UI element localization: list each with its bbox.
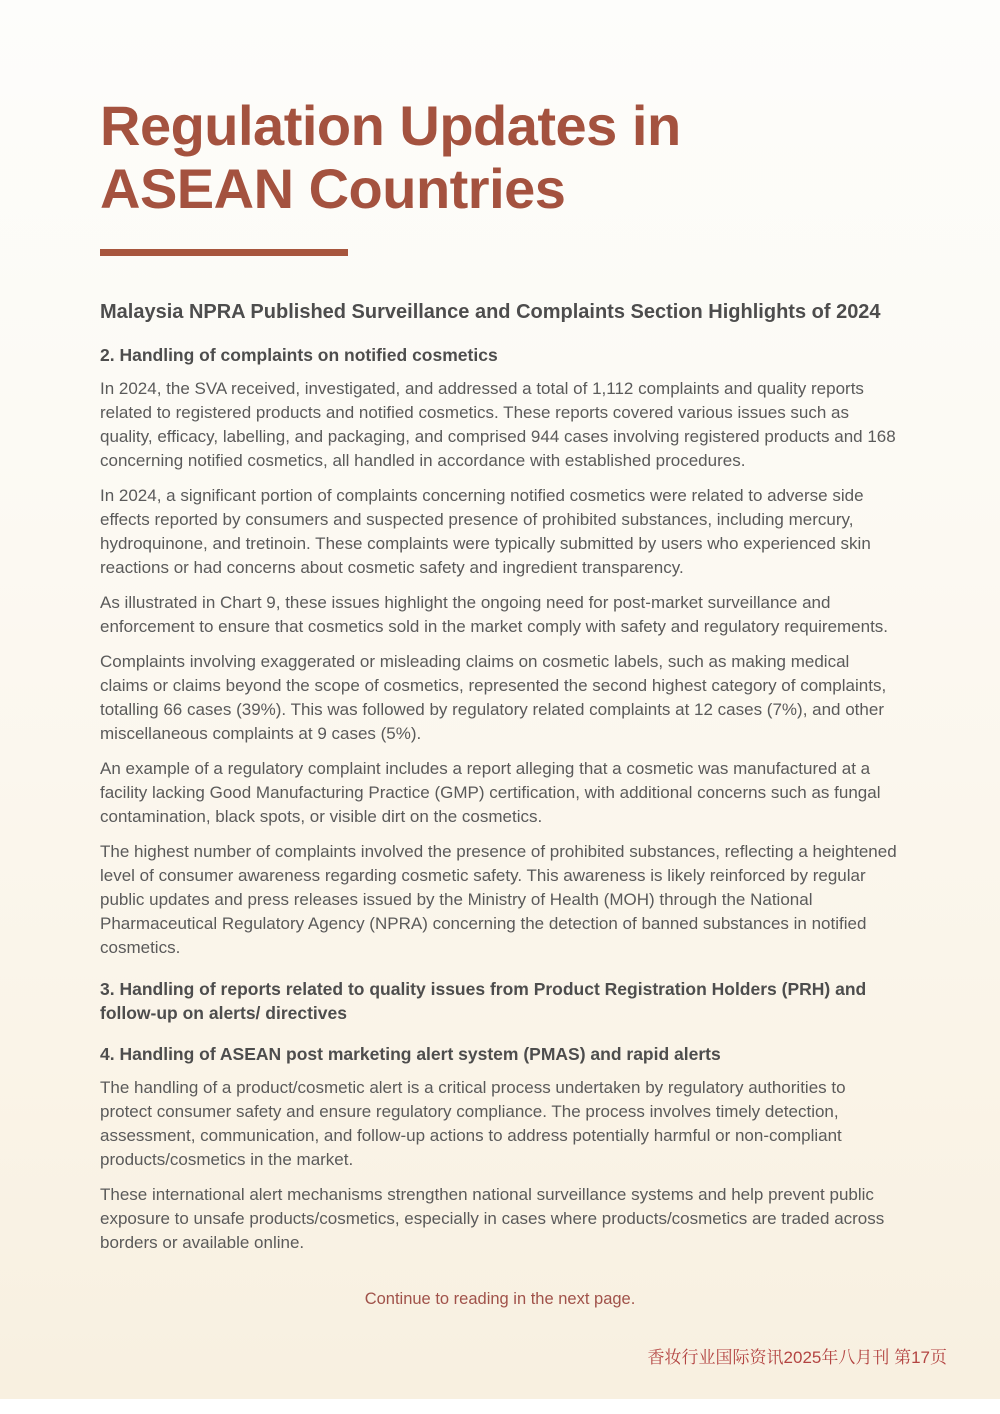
paragraph-international-alert-mechanisms: These international alert mechanisms strengthen national surveillance systems and help prevent public exposure to unsafe products/cosmetics, especially in cases where products/cosmetics are traded across borders or available online.: [100, 1185, 885, 1252]
subheading-prh-quality-reports: 3. Handling of reports related to quality issues from Product Registration Holders (PRH) and follow-up on alerts/ directives: [100, 979, 867, 1023]
continue-reading-note: Continue to reading in the next page.: [364, 1290, 636, 1308]
page-title: [100, 94, 900, 220]
paragraph-adverse-effects: In 2024, a significant portion of complaints concerning notified cosmetics were related to adverse side effects reported by consumers and suspected presence of prohibited substances, including mercury, hydroquinone, and tretinoin. These complaints were typically submitted by users who experienced skin reactions or had concerns about cosmetic safety and ingredient transparency.: [100, 486, 871, 577]
paragraph-regulatory-complaint-example: An example of a regulatory complaint includes a report alleging that a cosmetic was manufactured at a facility lacking Good Manufacturing Practice (GMP) certification, with additional concerns such as fungal contamination, black spots, or visible dirt on the cosmetics.: [100, 759, 881, 826]
subheading-complaints-notified-cosmetics: 2. Handling of complaints on notified cosmetics: [100, 345, 498, 365]
page-title-line-2: ASEAN Countries: [100, 157, 566, 220]
paragraph-misleading-claims: Complaints involving exaggerated or misleading claims on cosmetic labels, such as making medical claims or claims beyond the scope of cosmetics, represented the second highest category of complaints, totalling 66 cases (39%). This was followed by regulatory related complaints at 12 cases (7%), and other miscellaneous complaints at 9 cases (5%).: [100, 652, 887, 743]
paragraph-prohibited-substances-awareness: The highest number of complaints involved the presence of prohibited substances, reflecting a heightened level of consumer awareness regarding cosmetic safety. This awareness is likely reinforced by regular public updates and press releases issued by the Ministry of Health (MOH) through the National Pharmaceutical Regulatory Agency (NPRA) concerning the detection of banned substances in notified cosmetics.: [100, 842, 897, 957]
paragraph-chart9-surveillance: As illustrated in Chart 9, these issues highlight the ongoing need for post-market surveillance and enforcement to ensure that cosmetics sold in the market comply with safety and regulatory requirements.: [100, 593, 889, 636]
paragraph-sva-total-complaints: In 2024, the SVA received, investigated, and addressed a total of 1,112 complaints and quality reports related to registered products and notified cosmetics. These reports covered various issues such as quality, efficacy, labelling, and packaging, and comprised 944 cases involving registered products and 168 concerning notified cosmetics, all handled in accordance with established procedures.: [100, 379, 896, 470]
subheading-pmas-rapid-alerts: 4. Handling of ASEAN post marketing alert system (PMAS) and rapid alerts: [100, 1044, 721, 1064]
title-divider-rule: [100, 249, 348, 256]
page-title-line-1: Regulation Updates in: [100, 94, 681, 157]
paragraph-alert-handling-process: The handling of a product/cosmetic alert is a critical process undertaken by regulatory authorities to protect consumer safety and ensure regulatory compliance. The process involves timely detection, assessment, communication, and follow-up actions to address potentially harmful or non-compliant products/cosmetics in the market.: [100, 1078, 846, 1169]
page-footer-publication-info: 香妆行业国际资讯2025年八月刊 第17页: [647, 1348, 947, 1367]
section-heading: Malaysia NPRA Published Surveillance and Complaints Section Highlights of 2024: [100, 301, 881, 323]
